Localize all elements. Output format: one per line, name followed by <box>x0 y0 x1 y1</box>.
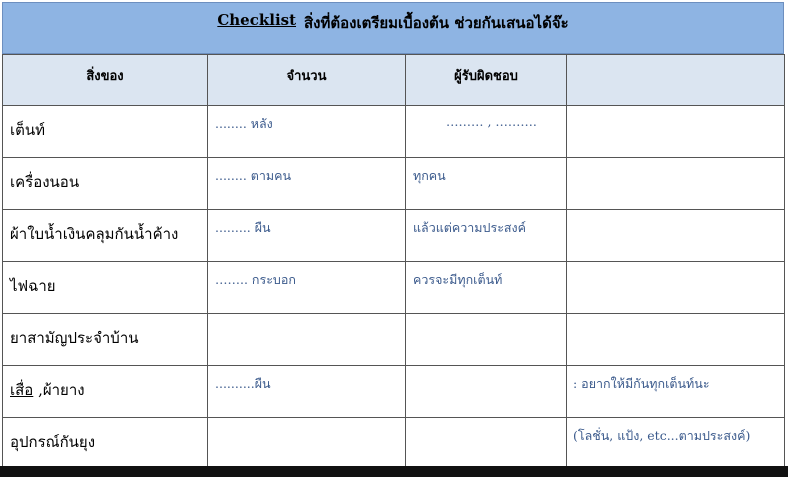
cell-quantity: …….. กระบอก <box>208 262 406 314</box>
cell-note <box>567 210 785 262</box>
cell-quantity: ........ ตามคน <box>208 158 406 210</box>
table-row <box>3 418 785 470</box>
table-row <box>3 210 785 262</box>
header-row <box>3 55 785 106</box>
cell-note: (โลชั่น, แป้ง, etc...ตามประสงค์) <box>567 418 785 470</box>
checklist-table <box>2 54 785 470</box>
cell-item: ผ้าใบน้ำเงินคลุมกันน้ำค้าง <box>3 210 208 262</box>
header-item: สิ่งของ <box>3 55 208 106</box>
cell-owner: ……… , ………. <box>406 106 567 158</box>
cell-owner <box>406 418 567 470</box>
cell-owner: ทุกคน <box>406 158 567 210</box>
cell-item: อุปกรณ์กันยุง <box>3 418 208 470</box>
cell-quantity <box>208 418 406 470</box>
bottom-border-bar <box>0 466 788 477</box>
cell-note <box>567 314 785 366</box>
header-quantity: จำนวน <box>208 55 406 106</box>
header-note <box>567 55 785 106</box>
table-row <box>3 262 785 314</box>
cell-note <box>567 158 785 210</box>
table-row <box>3 106 785 158</box>
cell-item: เครื่องนอน <box>3 158 208 210</box>
header-owner: ผู้รับผิดชอบ <box>406 55 567 106</box>
cell-quantity: ........ หลัง <box>208 106 406 158</box>
cell-item: เต็นท์ <box>3 106 208 158</box>
title-text: สิ่งที่ต้องเตรียมเบื้องต้น ช่วยกันเสนอได้จ๊ะ <box>304 14 569 32</box>
item-mat-underlined: เสื่อ <box>10 381 34 399</box>
cell-item <box>3 366 208 418</box>
cell-owner: แล้วแต่ความประสงค์ <box>406 210 567 262</box>
cell-quantity: ......... ผืน <box>208 210 406 262</box>
cell-owner: ควรจะมีทุกเต็นท์ <box>406 262 567 314</box>
cell-note: : อยากให้มีกันทุกเต็นท์นะ <box>567 366 785 418</box>
cell-item: ไฟฉาย <box>3 262 208 314</box>
title-checklist: Checklist <box>217 11 297 29</box>
title-bar <box>2 2 784 54</box>
cell-quantity: ..........ผืน <box>208 366 406 418</box>
cell-quantity <box>208 314 406 366</box>
cell-note <box>567 262 785 314</box>
item-mat-rest: ,ผ้ายาง <box>33 381 85 399</box>
table-row <box>3 366 785 418</box>
table-row <box>3 158 785 210</box>
cell-item: ยาสามัญประจำบ้าน <box>3 314 208 366</box>
cell-note <box>567 106 785 158</box>
table-row <box>3 314 785 366</box>
cell-owner <box>406 366 567 418</box>
cell-owner <box>406 314 567 366</box>
